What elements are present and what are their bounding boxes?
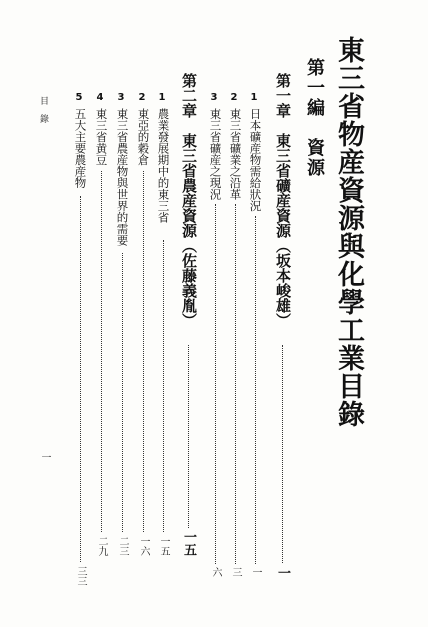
section-1-3-leader xyxy=(215,204,216,564)
running-head: 目 錄 xyxy=(38,96,48,123)
chapter-1-page: 一 xyxy=(275,566,290,579)
section-1-2-title: 東三省礦業之沿革 xyxy=(228,108,243,200)
section-2-3-title: 東三省農産物與世界的需要 xyxy=(115,108,130,246)
section-2-2-page: 一六 xyxy=(138,536,149,556)
section-2-5-title: 五大主要農産物 xyxy=(73,108,88,189)
section-2-2-number: 2 xyxy=(138,92,146,103)
chapter-1-leader xyxy=(282,345,283,563)
chapter-2-page: 一五 xyxy=(181,530,196,556)
section-2-1-page: 一五 xyxy=(158,536,169,556)
section-1-1-leader xyxy=(255,216,256,564)
chapter-1-title: 第一章 東三省礦産資源（坂本峻雄） xyxy=(274,73,292,328)
section-2-5-leader xyxy=(80,196,81,562)
book-title: 東三省物産資源與化學工業目錄 xyxy=(333,36,364,428)
section-2-1-leader xyxy=(163,240,164,532)
section-2-4-number: 4 xyxy=(96,92,104,103)
section-1-2-leader xyxy=(235,204,236,564)
section-2-4-leader xyxy=(101,171,102,532)
section-2-3-number: 3 xyxy=(117,92,125,103)
section-1-1-page: 一 xyxy=(250,567,261,577)
section-2-2-leader xyxy=(143,171,144,532)
section-2-4-page: 二九 xyxy=(96,536,107,556)
section-1-1-title: 日本礦産物需給狀況 xyxy=(248,108,263,212)
section-1-3-number: 3 xyxy=(210,92,218,103)
section-2-3-leader xyxy=(122,253,123,532)
part-heading: 第一編 資源 xyxy=(304,58,325,178)
chapter-2-title: 第二章 東三省農産資源（佐藤義胤） xyxy=(180,73,198,328)
section-1-3-title: 東三省礦産之現況 xyxy=(208,108,223,200)
section-1-2-number: 2 xyxy=(230,92,238,103)
section-1-1-number: 1 xyxy=(250,92,258,103)
section-2-5-number: 5 xyxy=(75,92,83,103)
section-2-3-page: 二三 xyxy=(117,536,128,556)
section-2-2-title: 東亞的穀倉 xyxy=(136,108,151,166)
section-2-4-title: 東三省黄豆 xyxy=(94,108,109,166)
chapter-2-leader xyxy=(188,345,189,528)
section-1-2-page: 三 xyxy=(230,567,241,577)
section-2-1-title: 農業發展期中的東三省 xyxy=(156,108,171,223)
folio: 一 xyxy=(39,452,50,462)
section-2-5-page: 三三 xyxy=(75,566,86,586)
section-1-3-page: 六 xyxy=(210,567,221,577)
section-2-1-number: 1 xyxy=(158,92,166,103)
